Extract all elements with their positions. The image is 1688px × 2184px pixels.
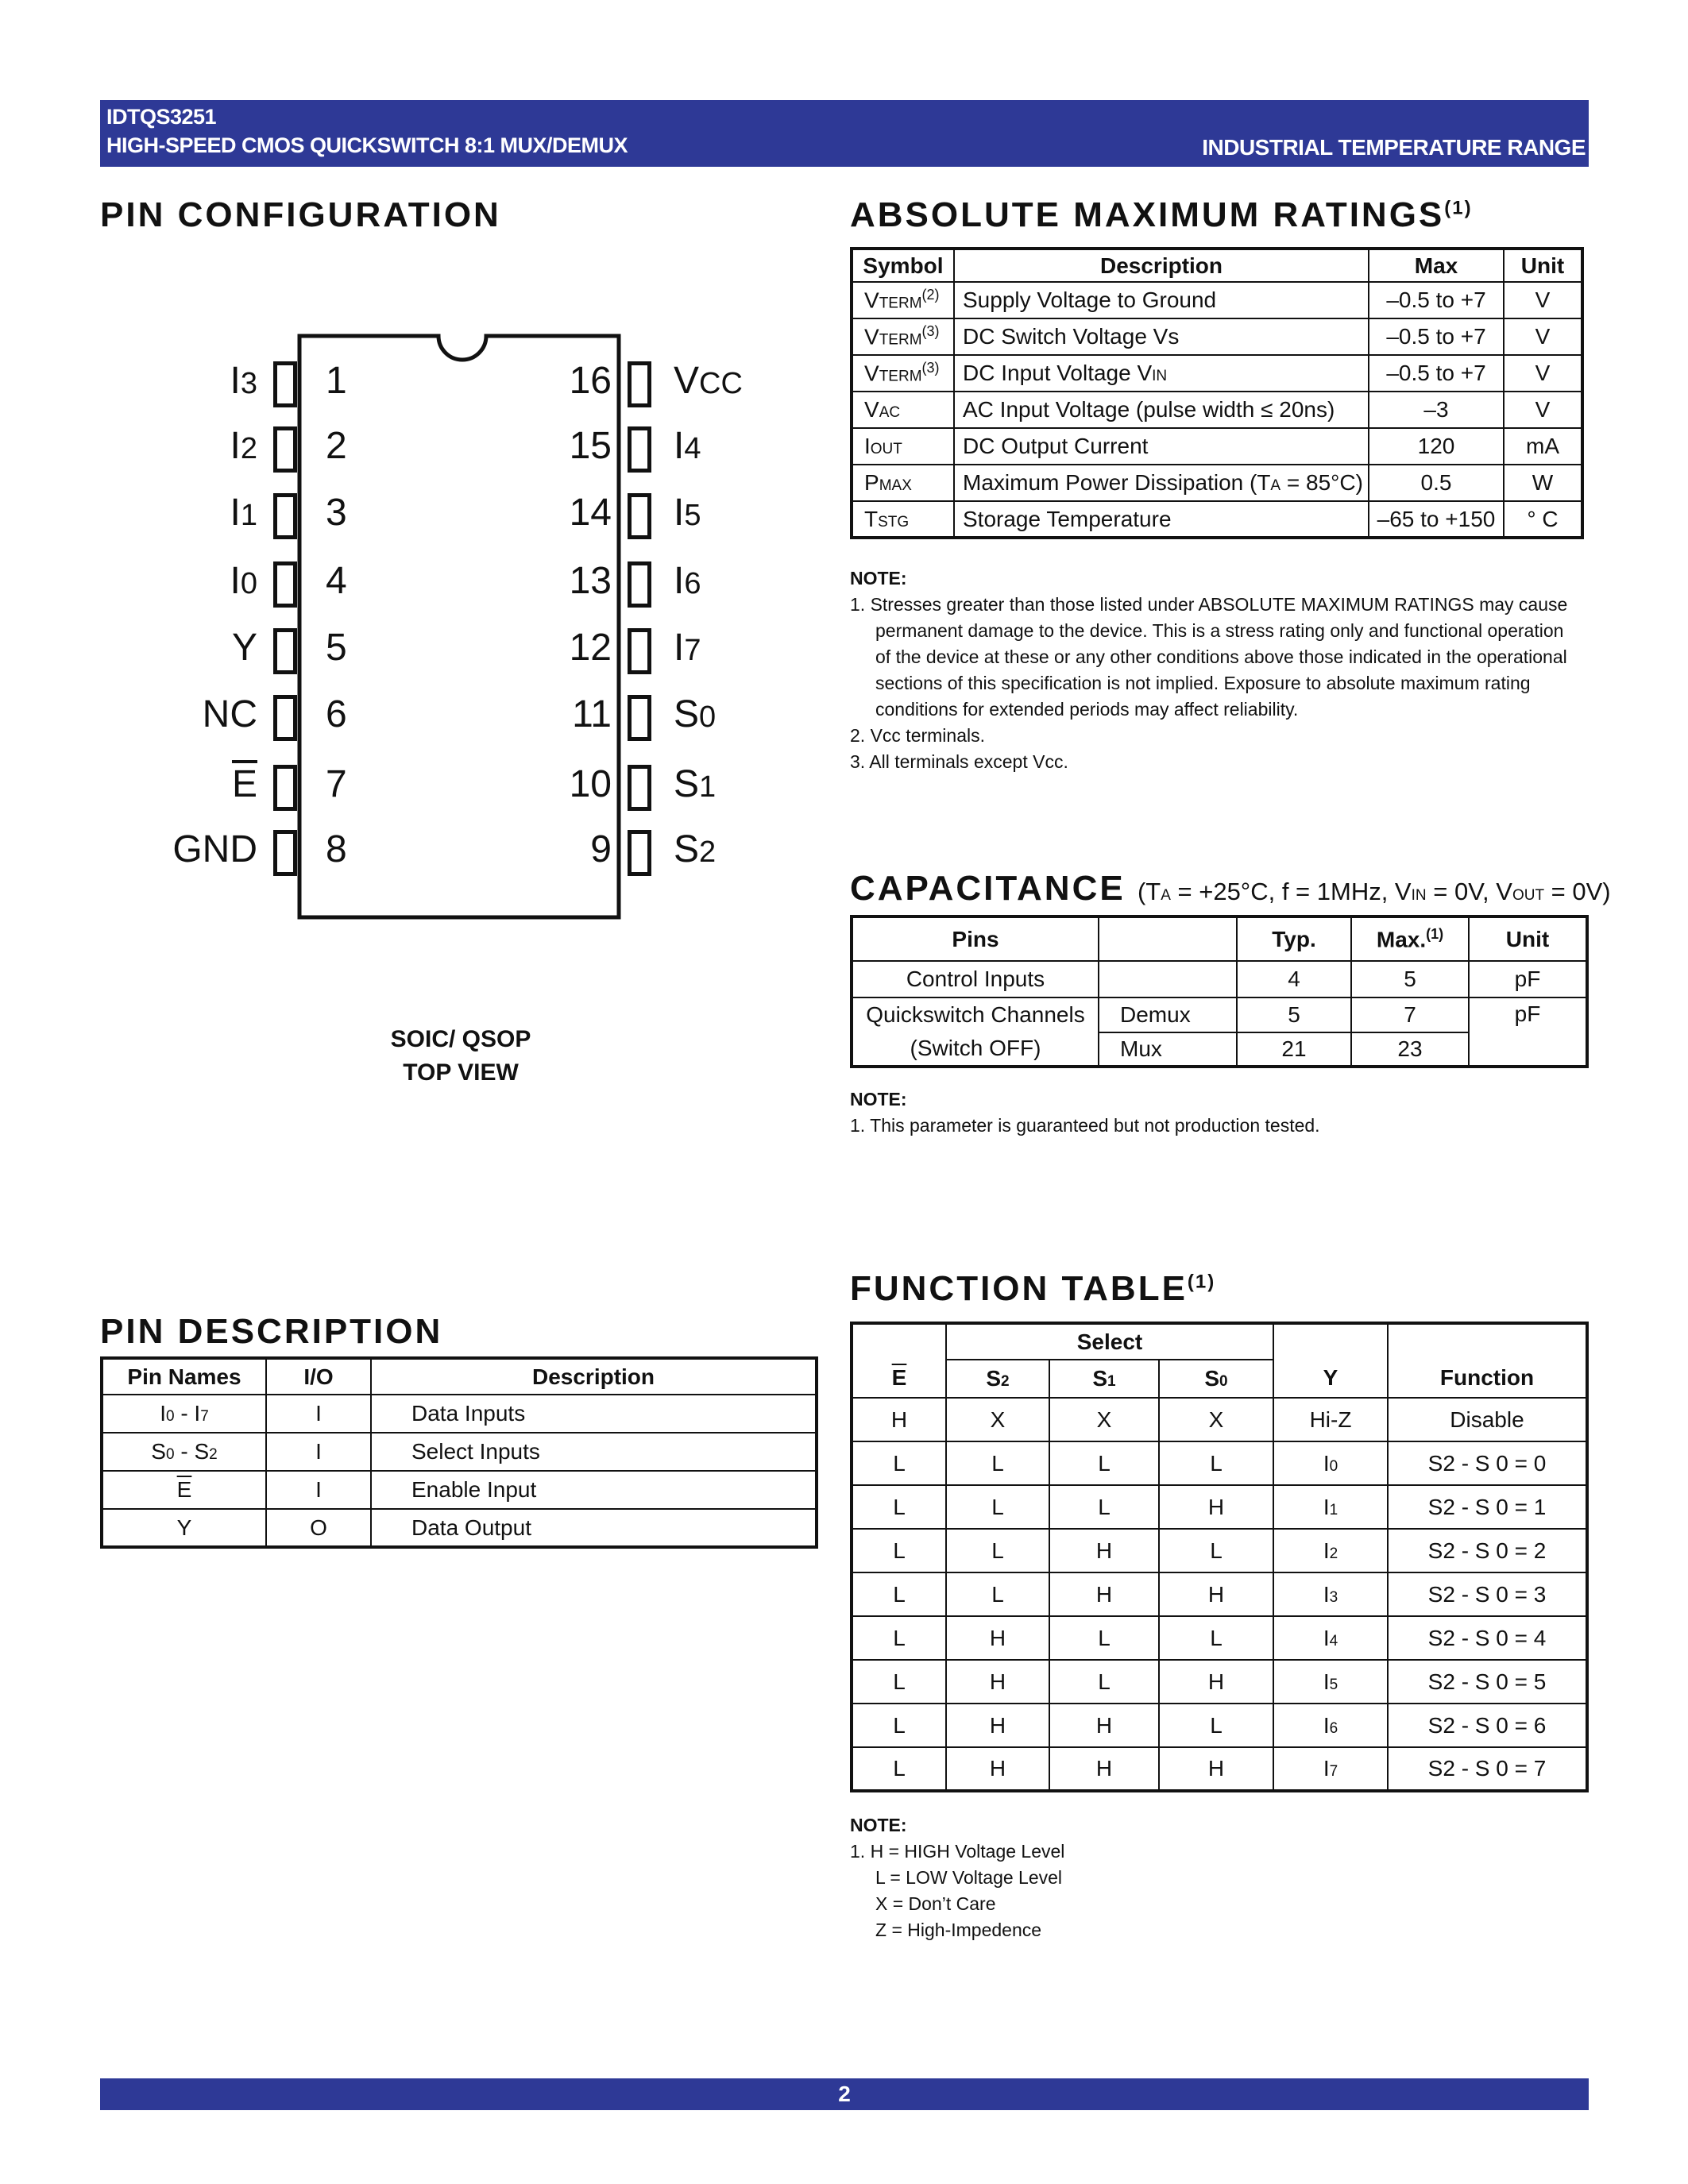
- function-cell: S2 - S 0 = 2: [1388, 1529, 1587, 1572]
- s2-cell: L: [946, 1572, 1049, 1616]
- s1-cell: L: [1049, 1485, 1159, 1529]
- cell: Control Inputs: [852, 961, 1099, 997]
- cell: Demux: [1099, 997, 1237, 1032]
- enable-cell: L: [852, 1529, 946, 1572]
- s1-cell: H: [1049, 1529, 1159, 1572]
- unit-cell: ° C: [1504, 501, 1582, 538]
- symbol-cell: IOUT: [852, 428, 954, 465]
- symbol-cell: VAC: [852, 392, 954, 428]
- note-title: NOTE:: [850, 568, 907, 588]
- pin-lead: [628, 628, 651, 674]
- pin-desc-heading: PIN DESCRIPTION: [100, 1312, 443, 1351]
- cell: 5: [1237, 997, 1351, 1032]
- pin-number: 8: [326, 828, 347, 870]
- cell: 23: [1351, 1032, 1469, 1067]
- part-number: IDTQS3251: [106, 105, 217, 129]
- s2-cell: H: [946, 1704, 1049, 1747]
- s0-cell: H: [1159, 1747, 1273, 1791]
- pin-number: 14: [569, 492, 612, 534]
- pin-lead: [628, 765, 651, 811]
- s0-cell: H: [1159, 1572, 1273, 1616]
- description-cell: Storage Temperature: [954, 501, 1369, 538]
- pin-number: 16: [569, 360, 612, 402]
- pin-name: S1: [674, 763, 717, 805]
- s2-cell: L: [946, 1485, 1049, 1529]
- table-row: [102, 1471, 817, 1509]
- pin-lead: [273, 830, 297, 876]
- table-row: [852, 282, 1582, 318]
- s2-cell: X: [946, 1398, 1049, 1441]
- table-row: [102, 1433, 817, 1471]
- symbol-cell: VTERM$^{(3)}$: [852, 355, 954, 392]
- pin-lead: [628, 361, 651, 407]
- function-cell: S2 - S 0 = 1: [1388, 1485, 1587, 1529]
- col-y: Y: [1273, 1323, 1388, 1398]
- enable-cell: H: [852, 1398, 946, 1441]
- table-row: [852, 392, 1582, 428]
- note-line: permanent damage to the device. This is a stress rating only and functional operation: [875, 620, 1564, 641]
- pin-number: 11: [572, 693, 612, 735]
- output-cell: I1: [1273, 1485, 1388, 1529]
- page-number: 2: [838, 2082, 851, 2106]
- s0-cell: L: [1159, 1704, 1273, 1747]
- description-cell: DC Input Voltage VIN: [954, 355, 1369, 392]
- pin-name: I2: [230, 425, 257, 467]
- output-cell: I2: [1273, 1529, 1388, 1572]
- table-row: [852, 1572, 1587, 1616]
- cell: Mux: [1099, 1032, 1237, 1067]
- cell: 21: [1237, 1032, 1351, 1067]
- pin-lead: [628, 695, 651, 741]
- col-max: Max.$^{(1)}$: [1351, 916, 1469, 961]
- pin-lead: [273, 493, 297, 539]
- symbol-cell: TSTG: [852, 501, 954, 538]
- col-mode: [1099, 916, 1237, 961]
- function-cell: S2 - S 0 = 5: [1388, 1660, 1587, 1704]
- pin-number: 7: [326, 763, 347, 805]
- function-table-notes: [850, 1812, 1064, 1943]
- pin-lead: [273, 561, 297, 608]
- col-symbol: Symbol: [852, 249, 954, 282]
- note-line: Z = High-Impedence: [875, 1920, 1042, 1940]
- table-row: [852, 465, 1582, 501]
- s1-cell: H: [1049, 1704, 1159, 1747]
- pin-name: I0: [230, 560, 257, 602]
- max-cell: –0.5 to +7: [1369, 282, 1504, 318]
- max-cell: 120: [1369, 428, 1504, 465]
- function-cell: S2 - S 0 = 3: [1388, 1572, 1587, 1616]
- table-row: [852, 428, 1582, 465]
- pin-lead: [273, 695, 297, 741]
- description-cell: Select Inputs: [371, 1433, 817, 1471]
- description-cell: Data Inputs: [371, 1395, 817, 1433]
- table-row: [852, 501, 1582, 538]
- pin-desc-table: [100, 1356, 818, 1549]
- pin-number: 12: [569, 627, 612, 669]
- package-view: TOP VIEW: [403, 1059, 519, 1086]
- col-enable: $\overline{E}$: [852, 1323, 946, 1398]
- pin-name: S2: [674, 828, 717, 870]
- note-line: 1. Stresses greater than those listed under ABSOLUTE MAXIMUM RATINGS may cause: [850, 594, 1568, 615]
- pin-lead: [273, 765, 297, 811]
- max-cell: –0.5 to +7: [1369, 318, 1504, 355]
- table-row: [852, 1441, 1587, 1485]
- table-row: [852, 318, 1582, 355]
- max-cell: –3: [1369, 392, 1504, 428]
- s1-cell: L: [1049, 1441, 1159, 1485]
- capacitance-conditions: (TA = +25°C, f = 1MHz, VIN = 0V, VOUT = 0V): [1137, 878, 1611, 905]
- pin-number: 4: [326, 560, 347, 602]
- pin-name: S0: [674, 693, 717, 735]
- unit-cell: mA: [1504, 428, 1582, 465]
- output-cell: I6: [1273, 1704, 1388, 1747]
- pin-name: I5: [674, 492, 701, 534]
- symbol-cell: PMAX: [852, 465, 954, 501]
- abs-max-ref: (1): [1444, 197, 1473, 219]
- select-group: Select: [946, 1323, 1273, 1360]
- symbol-cell: VTERM$^{(2)}$: [852, 282, 954, 318]
- pin-lead: [628, 493, 651, 539]
- description-cell: DC Output Current: [954, 428, 1369, 465]
- output-cell: I7: [1273, 1747, 1388, 1791]
- s0-cell: L: [1159, 1616, 1273, 1660]
- pin-number: 1: [326, 360, 347, 402]
- s1-cell: L: [1049, 1616, 1159, 1660]
- header-bar: [100, 100, 1589, 167]
- cell: pF: [1469, 961, 1587, 997]
- function-table: [850, 1322, 1589, 1792]
- cell: Quickswitch Channels (Switch OFF): [852, 997, 1099, 1067]
- cell: pF: [1469, 997, 1587, 1067]
- function-table-title: FUNCTION TABLE: [850, 1269, 1188, 1308]
- col-description: Description: [371, 1358, 817, 1395]
- abs-max-title: ABSOLUTE MAXIMUM RATINGS: [850, 195, 1445, 234]
- s2-cell: H: [946, 1747, 1049, 1791]
- s0-cell: X: [1159, 1398, 1273, 1441]
- note-title: NOTE:: [850, 1089, 907, 1109]
- pin-name: I1: [230, 492, 257, 534]
- table-row: [852, 1398, 1587, 1441]
- pin-lead: [273, 361, 297, 407]
- table-row: [102, 1509, 817, 1547]
- description-cell: Supply Voltage to Ground: [954, 282, 1369, 318]
- col-s1: S1: [1049, 1360, 1159, 1398]
- s0-cell: L: [1159, 1529, 1273, 1572]
- unit-cell: V: [1504, 392, 1582, 428]
- capacitance-title: CAPACITANCE: [850, 869, 1126, 908]
- table-row: [852, 1616, 1587, 1660]
- col-s0: S0: [1159, 1360, 1273, 1398]
- output-cell: I3: [1273, 1572, 1388, 1616]
- pin-config-heading: PIN CONFIGURATION: [100, 195, 501, 234]
- description-cell: Enable Input: [371, 1471, 817, 1509]
- s1-cell: H: [1049, 1572, 1159, 1616]
- pin-number: 15: [569, 425, 612, 467]
- note-line: L = LOW Voltage Level: [875, 1867, 1063, 1888]
- pin-lead: [628, 830, 651, 876]
- function-cell: S2 - S 0 = 0: [1388, 1441, 1587, 1485]
- note-line: X = Don’t Care: [875, 1893, 996, 1914]
- abs-max-heading: [850, 195, 1473, 235]
- pin-name: I3: [230, 360, 257, 402]
- pin-lead: [628, 561, 651, 608]
- s1-cell: X: [1049, 1398, 1159, 1441]
- pin-number: 9: [590, 828, 612, 870]
- note-line: 1. H = HIGH Voltage Level: [850, 1841, 1065, 1862]
- capacitance-table: [850, 915, 1589, 1068]
- cell: [1099, 961, 1237, 997]
- s2-cell: L: [946, 1529, 1049, 1572]
- col-io: I/O: [266, 1358, 371, 1395]
- output-cell: I4: [1273, 1616, 1388, 1660]
- table-row: [852, 1485, 1587, 1529]
- enable-cell: L: [852, 1572, 946, 1616]
- table-row: [852, 355, 1582, 392]
- note-line: of the device at these or any other conditions above those indicated in the operational: [875, 646, 1567, 667]
- enable-cell: L: [852, 1485, 946, 1529]
- table-row: [852, 997, 1587, 1032]
- col-pins: Pins: [852, 916, 1099, 961]
- pin-number: 10: [569, 763, 612, 805]
- pin-lead: [628, 426, 651, 473]
- note-line: 3. All terminals except Vcc.: [850, 751, 1068, 772]
- io-cell: I: [266, 1395, 371, 1433]
- col-unit: Unit: [1504, 249, 1582, 282]
- note-title: NOTE:: [850, 1815, 907, 1835]
- col-description: Description: [954, 249, 1369, 282]
- col-unit: Unit: [1469, 916, 1587, 961]
- capacitance-heading: [850, 869, 1611, 909]
- pin-name: I6: [674, 560, 701, 602]
- io-cell: O: [266, 1509, 371, 1547]
- s1-cell: H: [1049, 1747, 1159, 1791]
- col-s2: S2: [946, 1360, 1049, 1398]
- enable-cell: L: [852, 1660, 946, 1704]
- pin-name-cell: $\overline{E}$: [102, 1471, 266, 1509]
- pin-number: 2: [326, 425, 347, 467]
- pin-number: 5: [326, 627, 347, 669]
- unit-cell: V: [1504, 282, 1582, 318]
- max-cell: –65 to +150: [1369, 501, 1504, 538]
- pin-name-cell: S0 - S2: [102, 1433, 266, 1471]
- io-cell: I: [266, 1433, 371, 1471]
- pin-name: VCC: [674, 360, 743, 402]
- table-row: [852, 1747, 1587, 1791]
- cell: 4: [1237, 961, 1351, 997]
- pin-lead: [273, 628, 297, 674]
- s0-cell: H: [1159, 1660, 1273, 1704]
- function-cell: S2 - S 0 = 4: [1388, 1616, 1587, 1660]
- col-typ: Typ.: [1237, 916, 1351, 961]
- unit-cell: V: [1504, 318, 1582, 355]
- output-cell: I0: [1273, 1441, 1388, 1485]
- pin-name: NC: [202, 693, 257, 735]
- s2-cell: H: [946, 1660, 1049, 1704]
- pin-name: Y: [231, 627, 257, 669]
- s2-cell: L: [946, 1441, 1049, 1485]
- capacitance-notes: [850, 1086, 1320, 1139]
- package-label: [342, 1023, 580, 1090]
- s0-cell: H: [1159, 1485, 1273, 1529]
- s0-cell: L: [1159, 1441, 1273, 1485]
- col-function: Function: [1388, 1323, 1587, 1398]
- description-cell: Data Output: [371, 1509, 817, 1547]
- description-cell: DC Switch Voltage Vs: [954, 318, 1369, 355]
- pin-name: $\overline{E}$: [231, 763, 257, 805]
- pin-number: 3: [326, 492, 347, 534]
- package-type: SOIC/ QSOP: [390, 1026, 531, 1052]
- function-table-heading: [850, 1269, 1215, 1309]
- pin-name: I4: [674, 425, 701, 467]
- s1-cell: L: [1049, 1660, 1159, 1704]
- unit-cell: V: [1504, 355, 1582, 392]
- abs-max-notes: [850, 565, 1584, 775]
- abs-max-table: [850, 247, 1584, 539]
- pin-name: GND: [172, 828, 257, 870]
- pin-number: 13: [569, 560, 612, 602]
- output-cell: Hi-Z: [1273, 1398, 1388, 1441]
- note-line: 1. This parameter is guaranteed but not production tested.: [850, 1115, 1320, 1136]
- table-row: [852, 1529, 1587, 1572]
- max-cell: 0.5: [1369, 465, 1504, 501]
- enable-cell: L: [852, 1747, 946, 1791]
- footer-bar: [100, 2078, 1589, 2110]
- table-row: [852, 961, 1587, 997]
- unit-cell: W: [1504, 465, 1582, 501]
- output-cell: I5: [1273, 1660, 1388, 1704]
- pin-name: I7: [674, 627, 701, 669]
- symbol-cell: VTERM$^{(3)}$: [852, 318, 954, 355]
- enable-cell: L: [852, 1441, 946, 1485]
- function-table-ref: (1): [1187, 1271, 1216, 1293]
- pin-name-cell: Y: [102, 1509, 266, 1547]
- description-cell: Maximum Power Dissipation (TA = 85°C): [954, 465, 1369, 501]
- enable-cell: L: [852, 1616, 946, 1660]
- function-cell: S2 - S 0 = 6: [1388, 1704, 1587, 1747]
- description-cell: AC Input Voltage (pulse width ≤ 20ns): [954, 392, 1369, 428]
- document-title: HIGH-SPEED CMOS QUICKSWITCH 8:1 MUX/DEMUX: [106, 133, 628, 157]
- col-pin-names: Pin Names: [102, 1358, 266, 1395]
- table-row: [852, 1660, 1587, 1704]
- temperature-range: INDUSTRIAL TEMPERATURE RANGE: [1202, 135, 1586, 160]
- io-cell: I: [266, 1471, 371, 1509]
- cell: 5: [1351, 961, 1469, 997]
- table-row: [102, 1395, 817, 1433]
- note-line: conditions for extended periods may affect reliability.: [875, 699, 1299, 720]
- pin-lead: [273, 426, 297, 473]
- pin-number: 6: [326, 693, 347, 735]
- function-cell: Disable: [1388, 1398, 1587, 1441]
- note-line: sections of this specification is not implied. Exposure to absolute maximum rating: [875, 673, 1531, 693]
- enable-cell: L: [852, 1704, 946, 1747]
- max-cell: –0.5 to +7: [1369, 355, 1504, 392]
- s2-cell: H: [946, 1616, 1049, 1660]
- note-line: 2. Vcc terminals.: [850, 725, 985, 746]
- pin-name-cell: I0 - I7: [102, 1395, 266, 1433]
- col-max: Max: [1369, 249, 1504, 282]
- cell: 7: [1351, 997, 1469, 1032]
- function-cell: S2 - S 0 = 7: [1388, 1747, 1587, 1791]
- table-row: [852, 1704, 1587, 1747]
